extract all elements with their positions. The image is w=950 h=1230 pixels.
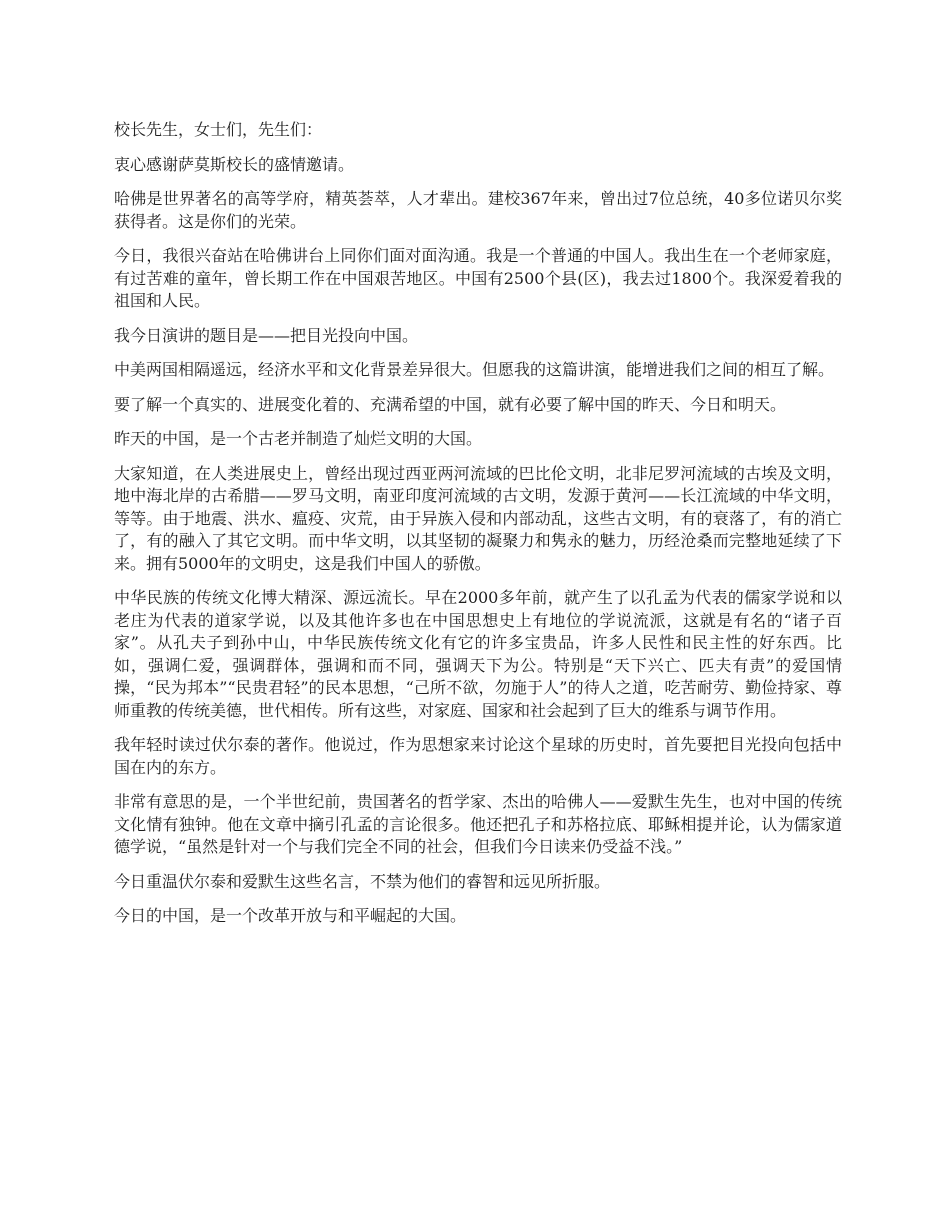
- body-paragraph: 今日重温伏尔泰和爱默生这些名言，不禁为他们的睿智和远见所折服。: [114, 871, 611, 891]
- body-paragraph: 哈佛是世界著名的高等学府，精英荟萃，人才辈出。建校367年来，曾出过7位总统，40多位诺贝尔奖获得者。这是你们的光荣。: [114, 189, 842, 231]
- body-paragraph: 中美两国相隔遥远，经济水平和文化背景差异很大。但愿我的这篇讲演，能增进我们之间的相互了解。: [114, 360, 835, 379]
- body-paragraph: 今日的中国，是一个改革开放与和平崛起的大国。: [114, 906, 467, 925]
- body-paragraph: 我今日演讲的题目是——把目光投向中国。: [114, 325, 419, 345]
- body-paragraph: 大家知道，在人类进展史上，曾经出现过西亚两河流域的巴比伦文明，北非尼罗河流域的古埃及文明，地中海北岸的古希腊——罗马文明，南亚印度河流域的古文明，发源于黄河——长江流域的中华文明，等等。由于地震、洪水、瘟疫、灾荒，由于异族入侵和内部动乱，这些古文明，有的衰落了，有的消亡了，有的融入了其它文明。而中华文明，以其坚韧的凝聚力和隽永的魅力，历经沧桑而完整地延续了下来。拥有5000年的文明史，这是我们中国人的骄傲。: [114, 463, 842, 573]
- body-paragraph: 昨天的中国，是一个古老并制造了灿烂文明的大国。: [114, 429, 483, 448]
- salutation-paragraph: 校长先生，女士们，先生们：: [114, 120, 323, 139]
- body-paragraph: 要了解一个真实的、进展变化着的、充满希望的中国，就有必要了解中国的昨天、今日和明天。: [114, 394, 787, 414]
- body-paragraph: 衷心感谢萨莫斯校长的盛情邀请。: [114, 154, 355, 174]
- document-body: [114, 119, 842, 940]
- body-paragraph: 今日，我很兴奋站在哈佛讲台上同你们面对面沟通。我是一个普通的中国人。我出生在一个老师家庭，有过苦难的童年，曾长期工作在中国艰苦地区。中国有2500个县(区)，我去过1800个。我深爱着我的祖国和人民。: [114, 246, 842, 310]
- body-paragraph: 中华民族的传统文化博大精深、源远流长。早在2000多年前，就产生了以孔孟为代表的儒家学说和以老庄为代表的道家学说，以及其他许多也在中国思想史上有地位的学说流派，这就是有名的“诸子百家”。从孔夫子到孙中山，中华民族传统文化有它的许多宝贵品，许多人民性和民主性的好东西。比如，强调仁爱，强调群体，强调和而不同，强调天下为公。特别是“天下兴亡、匹夫有责”的爱国情操，“民为邦本”“民贵君轻”的民本思想，“己所不欲，勿施于人”的待人之道，吃苦耐劳、勤俭持家、尊师重教的传统美德，世代相传。所有这些，对家庭、国家和社会起到了巨大的维系与调节作用。: [114, 588, 842, 720]
- body-paragraph: 我年轻时读过伏尔泰的著作。他说过，作为思想家来讨论这个星球的历史时，首先要把目光投向包括中国在内的东方。: [114, 735, 842, 777]
- body-paragraph: 非常有意思的是，一个半世纪前，贵国著名的哲学家、杰出的哈佛人——爱默生先生，也对中国的传统文化情有独钟。他在文章中摘引孔孟的言论很多。他还把孔子和苏格拉底、耶稣相提并论，认为儒家道德学说，“虽然是针对一个与我们完全不同的社会，但我们今日读来仍受益不浅。”: [114, 792, 842, 856]
